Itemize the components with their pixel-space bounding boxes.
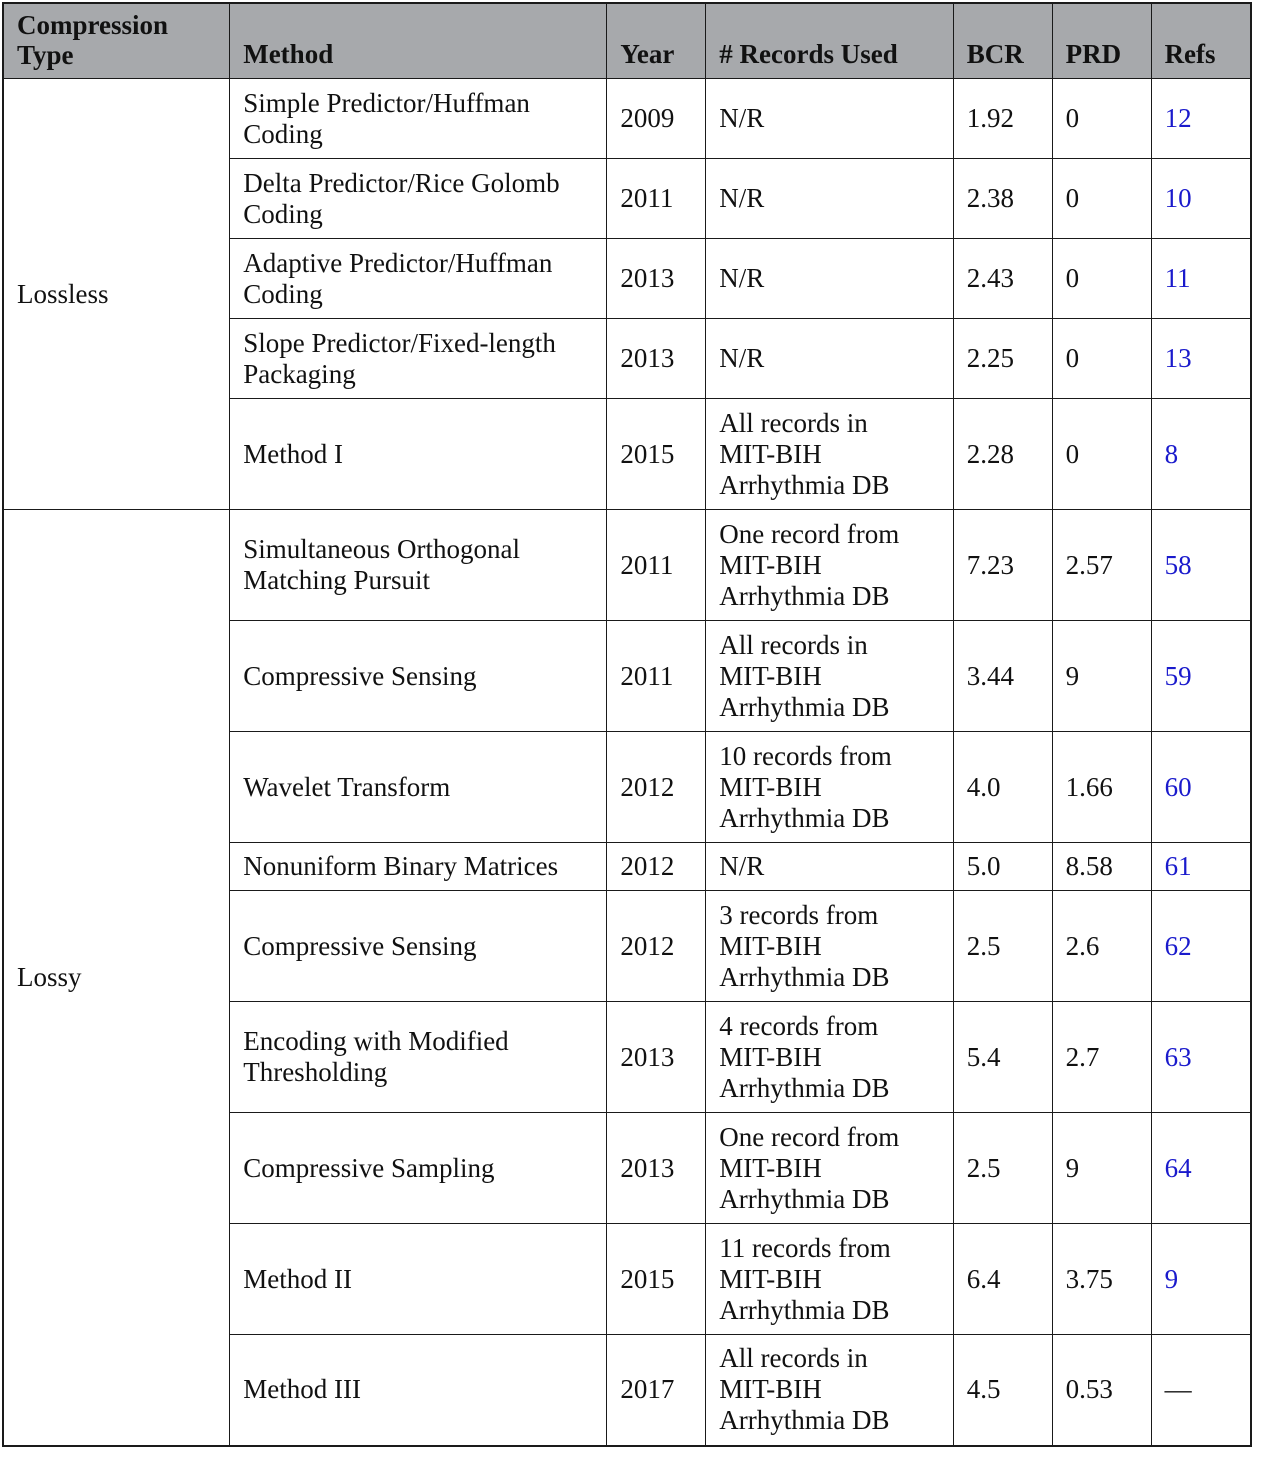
method-cell: Encoding with Modified Thresholding (230, 1002, 607, 1113)
bcr-cell: 4.5 (953, 1335, 1052, 1446)
method-cell: Simple Predictor/Huffman Coding (230, 79, 607, 159)
reference-link[interactable]: 61 (1164, 851, 1192, 881)
prd-cell: 1.66 (1052, 732, 1151, 843)
refs-cell (1151, 399, 1251, 510)
refs-cell (1151, 621, 1251, 732)
records-cell: 10 records from MIT-BIH Arrhythmia DB (706, 732, 953, 843)
header-prd: PRD (1052, 3, 1151, 79)
bcr-cell: 6.4 (953, 1224, 1052, 1335)
method-cell: Compressive Sensing (230, 621, 607, 732)
records-cell: N/R (706, 319, 953, 399)
method-cell: Simultaneous Orthogonal Matching Pursuit (230, 510, 607, 621)
prd-cell: 3.75 (1052, 1224, 1151, 1335)
year-cell: 2012 (607, 732, 706, 843)
prd-cell: 8.58 (1052, 843, 1151, 891)
header-row (3, 3, 1251, 79)
bcr-cell: 2.25 (953, 319, 1052, 399)
prd-cell: 0 (1052, 159, 1151, 239)
bcr-cell: 7.23 (953, 510, 1052, 621)
reference-link[interactable]: 13 (1164, 343, 1192, 373)
records-cell: 3 records from MIT-BIH Arrhythmia DB (706, 891, 953, 1002)
refs-cell (1151, 1002, 1251, 1113)
prd-cell: 9 (1052, 621, 1151, 732)
refs-cell (1151, 319, 1251, 399)
bcr-cell: 5.0 (953, 843, 1052, 891)
year-cell: 2013 (607, 319, 706, 399)
prd-cell: 9 (1052, 1113, 1151, 1224)
refs-cell (1151, 159, 1251, 239)
records-cell: One record from MIT-BIH Arrhythmia DB (706, 1113, 953, 1224)
header-compression-type: Compression Type (3, 3, 230, 79)
compression-type-cell: Lossless (3, 79, 230, 510)
header-refs: Refs (1151, 3, 1251, 79)
reference-link[interactable]: 62 (1164, 930, 1192, 961)
prd-cell: 2.57 (1052, 510, 1151, 621)
refs-cell (1151, 843, 1251, 891)
year-cell: 2012 (607, 843, 706, 891)
method-cell: Compressive Sampling (230, 1113, 607, 1224)
year-cell: 2015 (607, 1224, 706, 1335)
records-cell: 4 records from MIT-BIH Arrhythmia DB (706, 1002, 953, 1113)
prd-cell: 0 (1052, 399, 1151, 510)
year-cell: 2013 (607, 1113, 706, 1224)
reference-link[interactable]: 59 (1164, 660, 1192, 691)
table-row (3, 510, 1251, 621)
bcr-cell: 3.44 (953, 621, 1052, 732)
bcr-cell: 2.38 (953, 159, 1052, 239)
header-records-used: # Records Used (706, 3, 953, 79)
refs-cell (1151, 239, 1251, 319)
year-cell: 2015 (607, 399, 706, 510)
year-cell: 2011 (607, 621, 706, 732)
bcr-cell: 4.0 (953, 732, 1052, 843)
reference-link[interactable]: 9 (1164, 1263, 1179, 1294)
reference-link[interactable]: 12 (1164, 103, 1192, 133)
bcr-cell: 1.92 (953, 79, 1052, 159)
method-cell: Delta Predictor/Rice Golomb Coding (230, 159, 607, 239)
compression-type-cell: Lossy (3, 510, 230, 1446)
refs-cell (1151, 510, 1251, 621)
method-cell: Method III (230, 1335, 607, 1446)
refs-cell (1151, 1224, 1251, 1335)
reference-link[interactable]: 63 (1164, 1041, 1192, 1072)
year-cell: 2017 (607, 1335, 706, 1446)
method-cell: Slope Predictor/Fixed-length Packaging (230, 319, 607, 399)
method-cell: Compressive Sensing (230, 891, 607, 1002)
year-cell: 2009 (607, 79, 706, 159)
method-cell: Wavelet Transform (230, 732, 607, 843)
method-cell: Adaptive Predictor/Huffman Coding (230, 239, 607, 319)
reference-link[interactable]: 10 (1164, 183, 1192, 213)
refs-cell (1151, 732, 1251, 843)
header-year: Year (607, 3, 706, 79)
refs-cell (1151, 79, 1251, 159)
method-cell: Nonuniform Binary Matrices (230, 843, 607, 891)
year-cell: 2011 (607, 510, 706, 621)
year-cell: 2011 (607, 159, 706, 239)
refs-cell (1151, 891, 1251, 1002)
records-cell: All records in MIT-BIH Arrhythmia DB (706, 399, 953, 510)
refs-cell: — (1151, 1335, 1251, 1446)
reference-link[interactable]: 11 (1164, 263, 1191, 293)
prd-cell: 0 (1052, 239, 1151, 319)
prd-cell: 2.7 (1052, 1002, 1151, 1113)
header-method: Method (230, 3, 607, 79)
records-cell: All records in MIT-BIH Arrhythmia DB (706, 621, 953, 732)
records-cell: N/R (706, 79, 953, 159)
bcr-cell: 2.28 (953, 399, 1052, 510)
records-cell: One record from MIT-BIH Arrhythmia DB (706, 510, 953, 621)
bcr-cell: 5.4 (953, 1002, 1052, 1113)
bcr-cell: 2.5 (953, 1113, 1052, 1224)
records-cell: 11 records from MIT-BIH Arrhythmia DB (706, 1224, 953, 1335)
bcr-cell: 2.5 (953, 891, 1052, 1002)
bcr-cell: 2.43 (953, 239, 1052, 319)
records-cell: N/R (706, 239, 953, 319)
records-cell: N/R (706, 159, 953, 239)
method-cell: Method II (230, 1224, 607, 1335)
compression-comparison-table (2, 2, 1252, 1447)
reference-link[interactable]: 8 (1164, 438, 1179, 469)
table-row (3, 79, 1251, 159)
year-cell: 2012 (607, 891, 706, 1002)
refs-cell (1151, 1113, 1251, 1224)
reference-link[interactable]: 64 (1164, 1152, 1192, 1183)
records-cell: N/R (706, 843, 953, 891)
reference-link[interactable]: 58 (1164, 549, 1192, 580)
reference-link[interactable]: 60 (1164, 771, 1192, 802)
year-cell: 2013 (607, 1002, 706, 1113)
method-cell: Method I (230, 399, 607, 510)
year-cell: 2013 (607, 239, 706, 319)
records-cell: All records in MIT-BIH Arrhythmia DB (706, 1335, 953, 1446)
prd-cell: 2.6 (1052, 891, 1151, 1002)
prd-cell: 0.53 (1052, 1335, 1151, 1446)
header-bcr: BCR (953, 3, 1052, 79)
prd-cell: 0 (1052, 319, 1151, 399)
prd-cell: 0 (1052, 79, 1151, 159)
